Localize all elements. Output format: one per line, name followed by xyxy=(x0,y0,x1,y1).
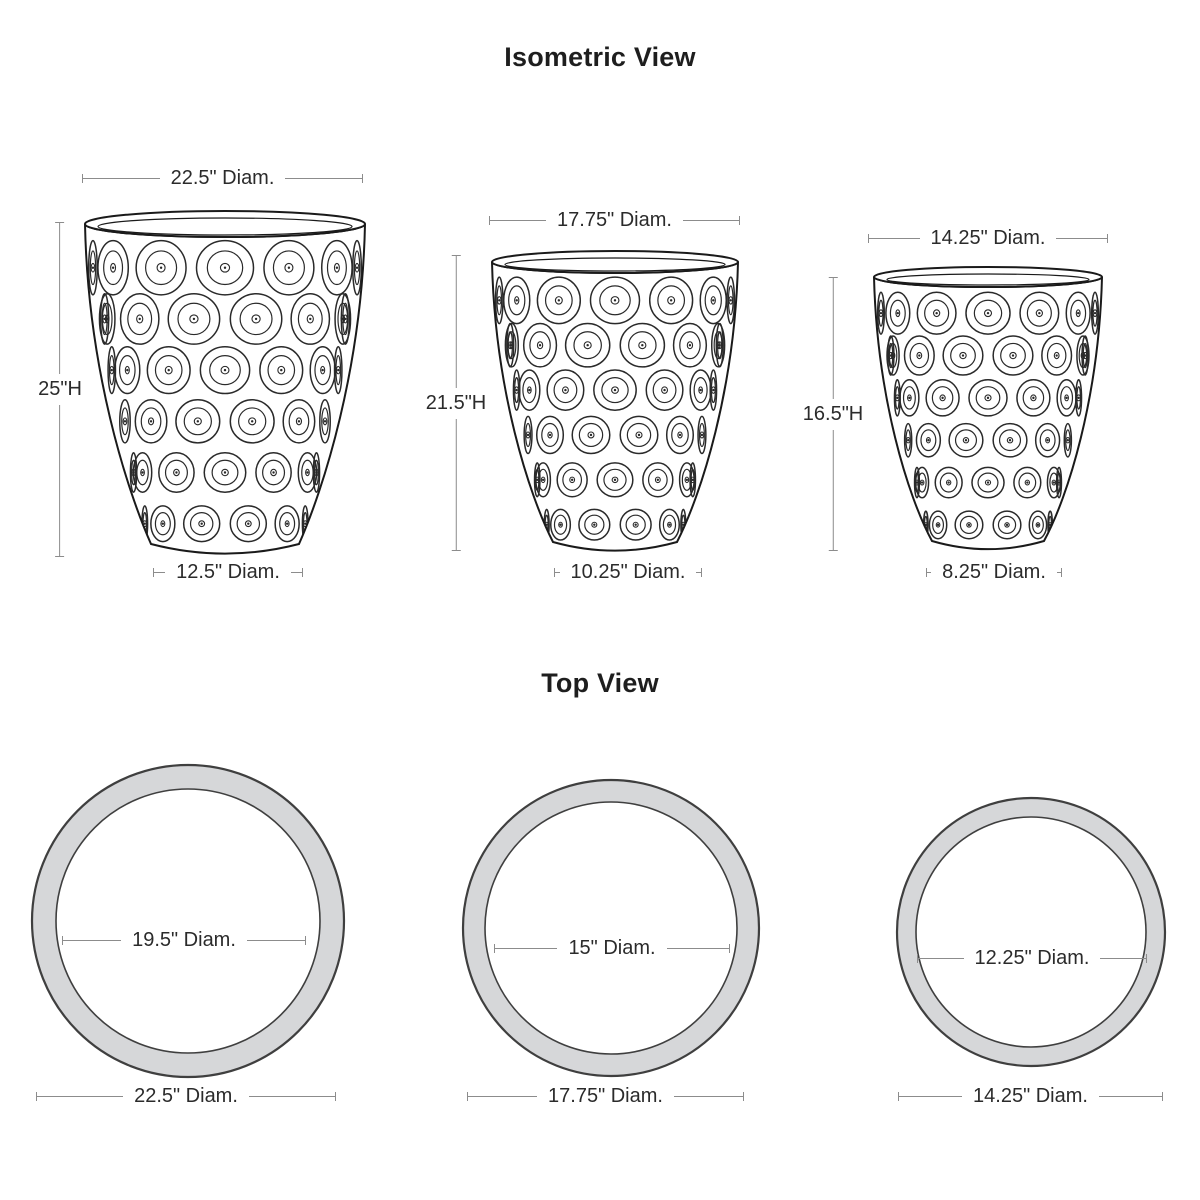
dim-line xyxy=(1099,1096,1162,1097)
dim-tick xyxy=(305,936,306,945)
medium-planter-top-view xyxy=(463,780,759,1076)
dim-line xyxy=(37,1096,123,1097)
dim-large-base-diameter xyxy=(153,560,303,584)
dim-large-top-diameter xyxy=(82,166,363,190)
isometric-view-title: Isometric View xyxy=(504,42,696,72)
dim-tick xyxy=(1061,568,1062,577)
dim-line xyxy=(59,405,60,556)
dim-line xyxy=(869,238,920,239)
dim-line xyxy=(456,419,457,551)
dim-line xyxy=(285,178,362,179)
dim-medium-base-diameter xyxy=(554,560,702,584)
dim-line xyxy=(1100,958,1146,959)
dim-label: 21.5"H xyxy=(425,391,487,414)
dim-line xyxy=(468,1096,537,1097)
dim-medium-opening-diameter xyxy=(494,936,730,960)
dim-tick xyxy=(701,568,702,577)
dim-label: 22.5" Diam. xyxy=(134,1084,238,1107)
dim-line xyxy=(247,940,305,941)
dim-line xyxy=(249,1096,335,1097)
dim-line xyxy=(63,940,121,941)
large-planter-top-view xyxy=(32,765,344,1077)
dim-tick xyxy=(362,174,363,183)
dim-small-base-diameter xyxy=(926,560,1062,584)
dim-small-top-diameter xyxy=(868,226,1108,250)
dim-line xyxy=(667,948,729,949)
medium-planter-drawing xyxy=(492,251,738,551)
dim-label: 22.5" Diam. xyxy=(170,166,275,189)
dim-large-opening-diameter xyxy=(62,928,306,952)
dim-tick xyxy=(829,550,838,551)
dim-line xyxy=(456,256,457,388)
dim-line xyxy=(833,430,834,551)
top-view-title: Top View xyxy=(541,668,659,698)
dim-label: 14.25" Diam. xyxy=(973,1084,1088,1107)
dim-line xyxy=(154,572,165,573)
dim-tick xyxy=(1146,954,1147,963)
dim-label: 10.25" Diam. xyxy=(570,560,686,583)
dim-label: 17.75" Diam. xyxy=(548,1084,663,1107)
dim-line xyxy=(490,220,546,221)
dim-line xyxy=(83,178,160,179)
dim-line xyxy=(833,278,834,399)
dim-label: 19.5" Diam. xyxy=(132,928,236,951)
dim-label: 12.5" Diam. xyxy=(176,560,280,583)
dim-tick xyxy=(302,568,303,577)
dim-line xyxy=(674,1096,743,1097)
dim-tick xyxy=(1107,234,1108,243)
large-planter-drawing xyxy=(85,211,365,554)
dim-label: 17.75" Diam. xyxy=(557,208,672,231)
dim-line xyxy=(918,958,964,959)
dim-label: 8.25" Diam. xyxy=(942,560,1046,583)
dim-line xyxy=(683,220,739,221)
dim-line xyxy=(59,223,60,374)
dim-line xyxy=(1056,238,1107,239)
small-planter-top-view xyxy=(897,798,1165,1066)
dim-label: 25"H xyxy=(38,378,82,400)
dim-tick xyxy=(452,550,461,551)
dim-small-height xyxy=(801,277,865,551)
dim-label: 14.25" Diam. xyxy=(930,226,1046,249)
dim-medium-height xyxy=(424,255,488,551)
dim-tick xyxy=(739,216,740,225)
dim-line xyxy=(291,572,302,573)
small-planter-drawing xyxy=(874,267,1102,549)
dim-tick xyxy=(55,556,64,557)
dim-large-height xyxy=(36,222,84,557)
dim-small-opening-diameter xyxy=(917,946,1147,970)
dim-large-outer-diameter xyxy=(36,1084,336,1108)
dim-tick xyxy=(335,1092,336,1101)
dim-tick xyxy=(729,944,730,953)
dim-label: 15" Diam. xyxy=(568,936,656,959)
dim-small-outer-diameter xyxy=(898,1084,1163,1108)
dim-medium-top-diameter xyxy=(489,208,740,232)
dim-tick xyxy=(1162,1092,1163,1101)
dim-medium-outer-diameter xyxy=(467,1084,744,1108)
dim-tick xyxy=(743,1092,744,1101)
dim-label: 16.5"H xyxy=(802,402,864,425)
dim-line xyxy=(495,948,557,949)
dim-line xyxy=(899,1096,962,1097)
dim-label: 12.25" Diam. xyxy=(974,946,1090,969)
